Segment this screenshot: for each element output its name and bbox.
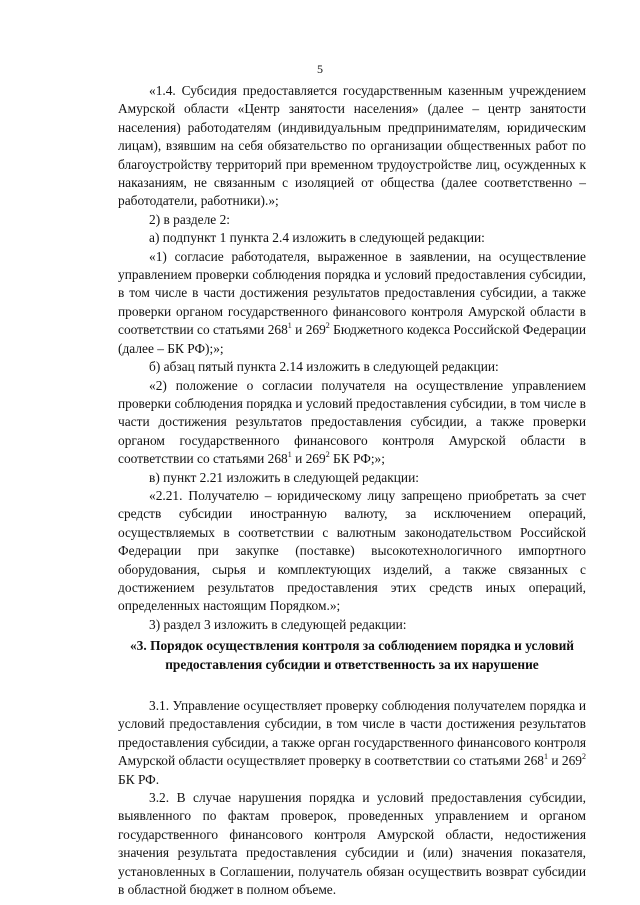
paragraph-3-2: 3.2. В случае нарушения порядка и условий предоставления субсидии, выявленного по фактам проверок, проведенных управлением и органом государственного финансового контроля Амурской области, недостижения значения результата предоставления субсидии и (или) значения показателя, установленных в Соглашении, получатель обязан осуществить возврат субсидии в областной бюджет в полном объеме. [118, 790, 586, 898]
paragraph-section-3: 3) раздел 3 изложить в следующей редакции: [149, 616, 407, 632]
text-run: «1) согласие работодателя, выраженное в заявлении, на осуществление управлением проверки соблюдения порядка и условий предоставления субсидии, в том числе в части достижения результатов предоставления субсидии, а также проверки органом государственного финансового контроля Амурской области в соответствии со статьями 268 [118, 248, 586, 338]
superscript: 2 [325, 320, 330, 330]
paragraph-section-2: 2) в разделе 2: [149, 211, 231, 227]
document-body [118, 82, 586, 899]
text-run: «2) положение о согласии получателя на осуществление управлением проверки соблюдения порядка и условий предоставления субсидии, в том числе в части достижения результатов предоставления субсидии, а также проверки органом государственного финансового контроля Амурской области в соответствии со статьями 268 [118, 377, 586, 467]
superscript: 1 [287, 449, 292, 459]
text-run: и 269 [548, 753, 583, 769]
text-run: БК РФ;»; [329, 451, 385, 467]
page-number: 5 [317, 62, 323, 76]
superscript: 1 [544, 751, 549, 761]
paragraph-2-4-text [118, 248, 586, 358]
text-run: Бюджетного кодекса Российской Федерации (далее – БК РФ);»; [118, 322, 586, 356]
spacer [118, 674, 586, 697]
paragraph-1-4: «1.4. Субсидия предоставляется государственным казенным учреждением Амурской области «Центр занятости населения» (далее – центр занятости населения) работодателям (индивидуальным предпринимателям, юридическим лицам), взявшим на себя обязательство по организации общественных работ по благоустройству территорий при временном трудоустройстве лиц, осужденных к наказаниям, не связанным с изоляцией от общества (далее соответственно – работодатели, работники).»; [118, 83, 586, 209]
paragraph-subpoint-v: в) пункт 2.21 изложить в следующей редакции: [149, 469, 419, 485]
section-heading: «3. Порядок осуществления контроля за соблюдением порядка и условий предоставления субсидии и ответственность за их нарушение [129, 638, 575, 672]
text-run: 3.1. Управление осуществляет проверку соблюдения получателем порядка и условий предоставления субсидии, в том числе в части достижения результатов предоставления субсидии, а также орган государственного финансового контроля Амурской области осуществляет проверку в соответствии со статьями 268 [118, 698, 586, 769]
superscript: 2 [582, 751, 587, 761]
superscript: 2 [325, 449, 330, 459]
paragraph-subpoint-b: б) абзац пятый пункта 2.14 изложить в следующей редакции: [149, 359, 499, 375]
paragraph-2-21-text: «2.21. Получателю – юридическому лицу запрещено приобретать за счет средств субсидии иностранную валюту, за исключением операций, осуществляемых в соответствии с валютным законодательством Российской Федерации при закупке (поставке) высокотехнологичного импортного оборудования, сырья и комплектующих изделий, а также связанных с достижением результатов предоставления этих средств иных операций, определенных настоящим Порядком.»; [118, 487, 586, 614]
text-run: и 269 [291, 451, 326, 467]
paragraph-subpoint-a: а) подпункт 1 пункта 2.4 изложить в следующей редакции: [149, 230, 485, 246]
text-run: и 269 [291, 322, 326, 338]
paragraph-2-14-text [118, 377, 586, 469]
text-run: БК РФ. [118, 771, 160, 787]
superscript: 1 [287, 320, 292, 330]
paragraph-3-1 [118, 697, 586, 789]
